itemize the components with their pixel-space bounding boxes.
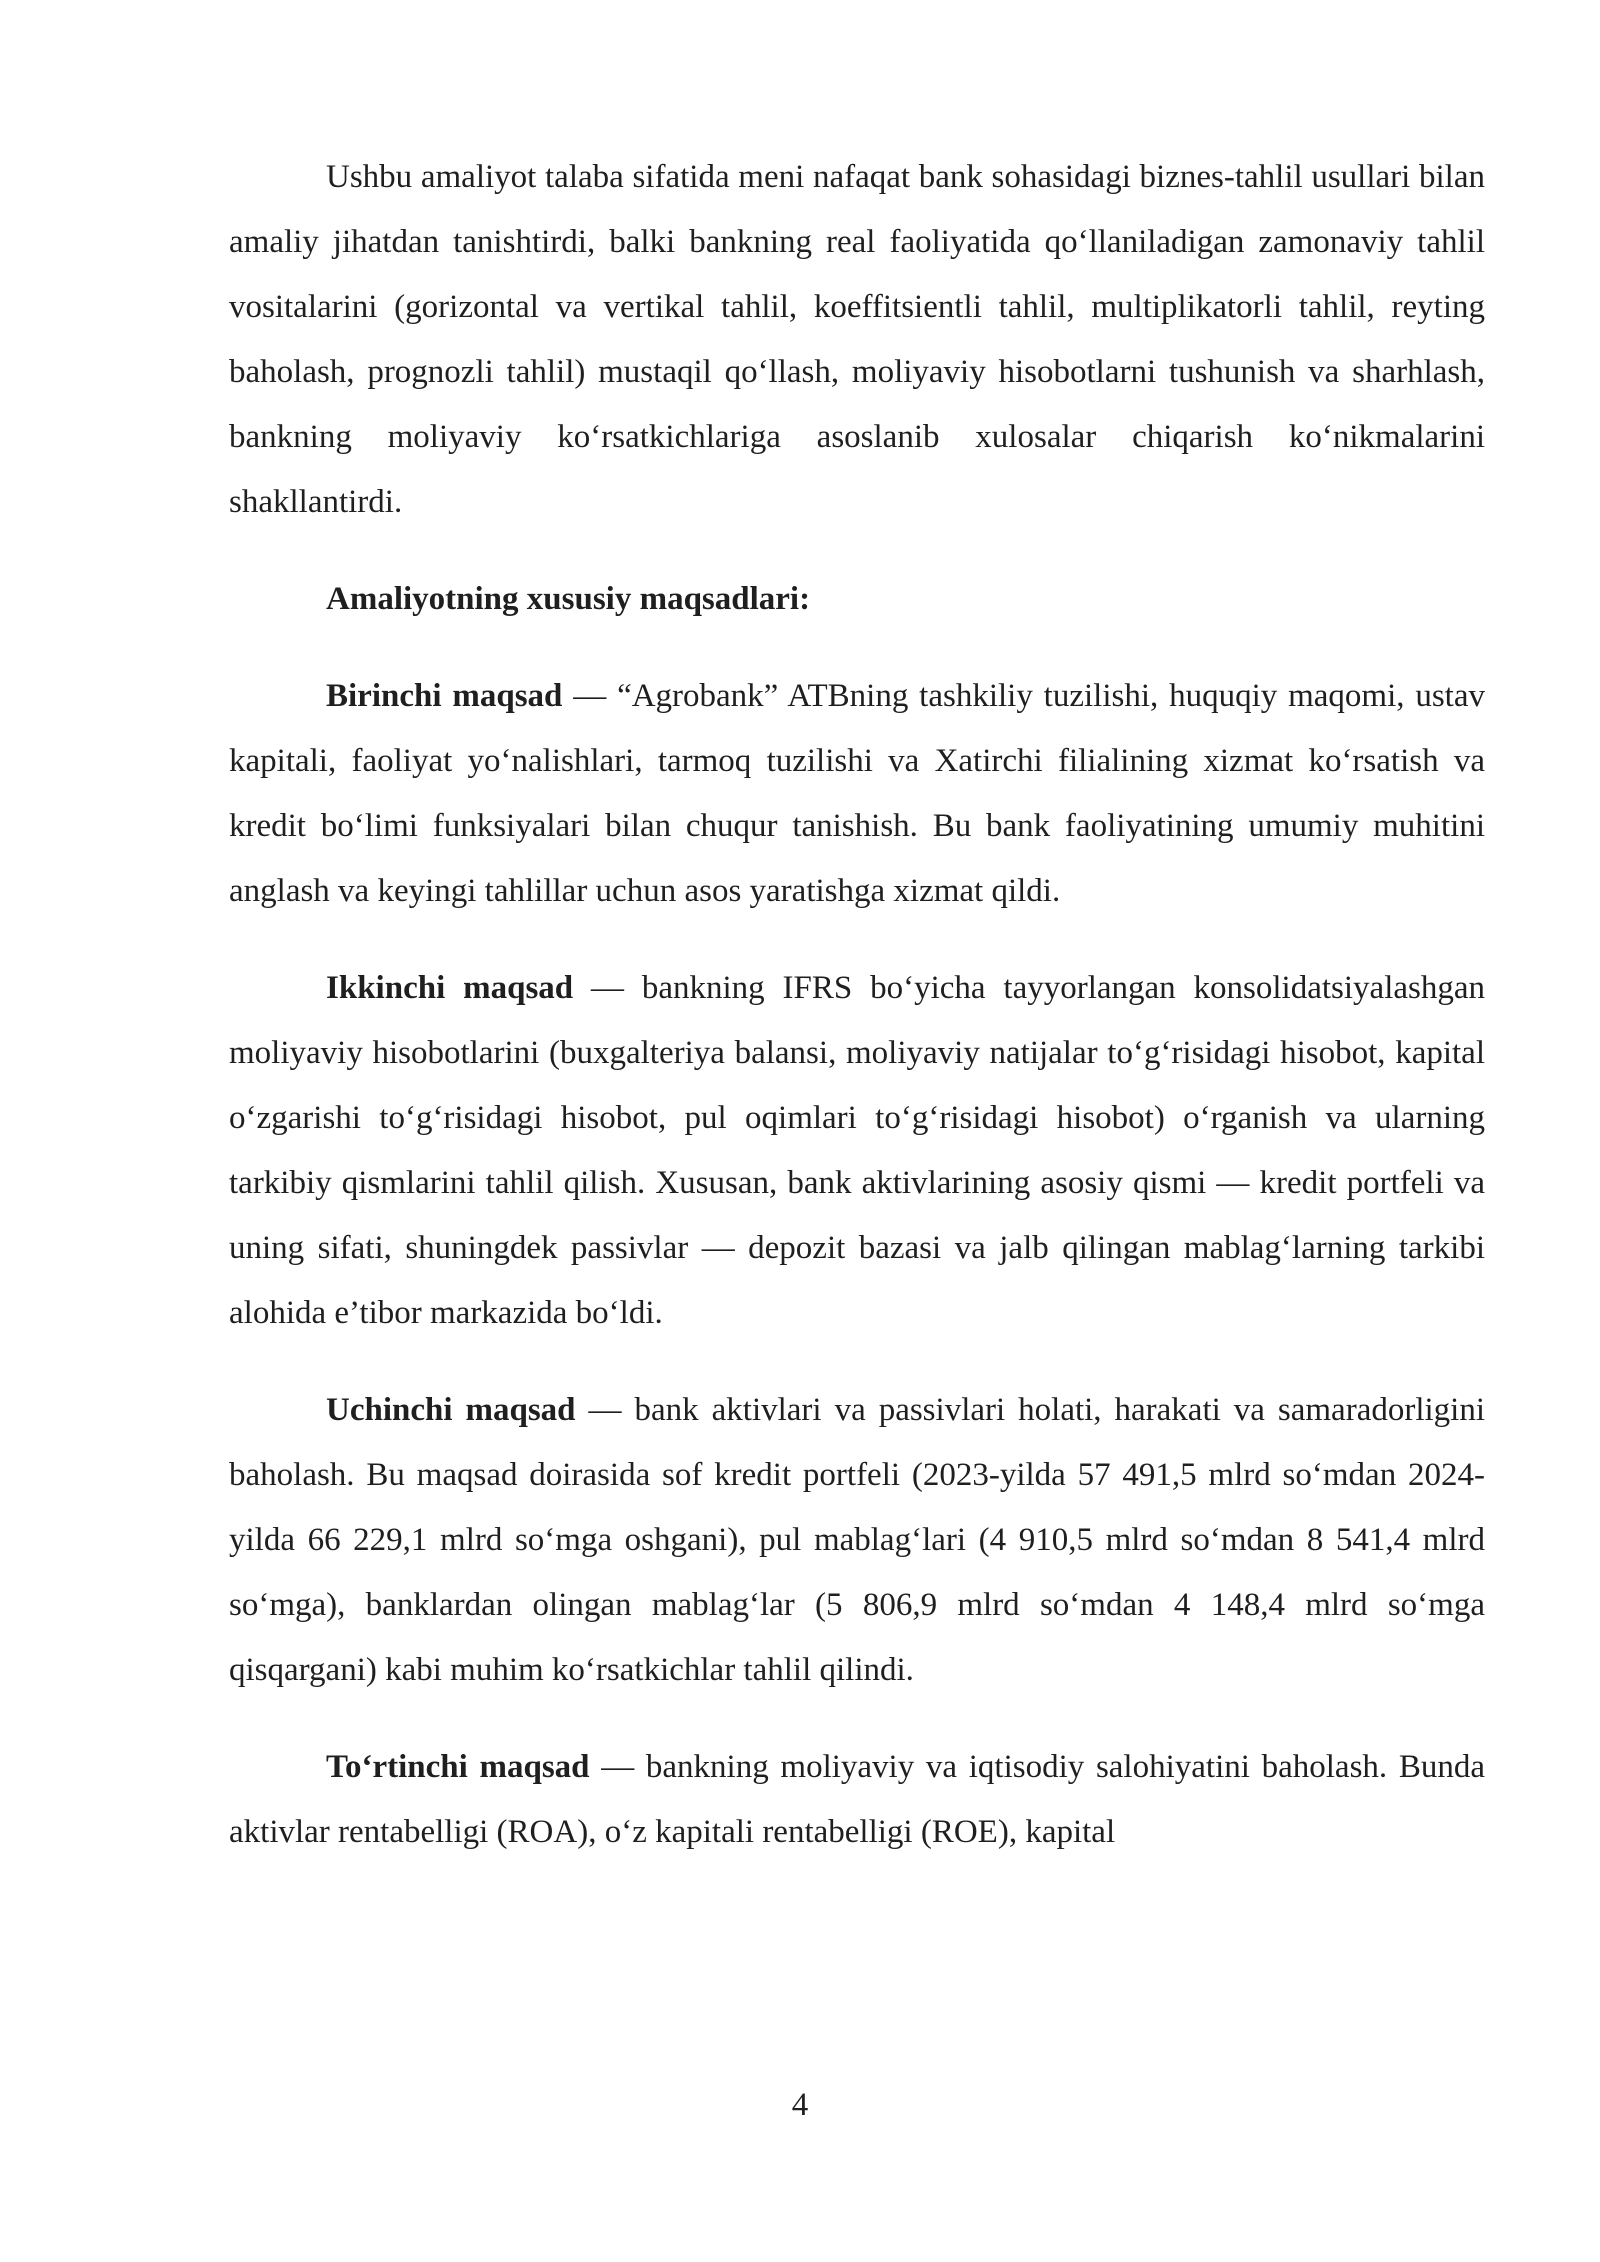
goal-term-3: Uchinchi maqsad <box>326 1392 576 1428</box>
goal-text-2: — bankning IFRS boʻyicha tayyorlangan konsolidatsiyalashgan moliyaviy hisobotlarini (buxgalteriya balansi, moliyaviy natijalar toʻgʻrisidagi hisobot, kapital oʻzgarishi toʻgʻrisidagi hisobot, pul oqimlari toʻgʻrisidagi hisobot) oʻrganish va ularning tarkibiy qismlarini tahlil qilish. Xususan, bank aktivlarining asosiy qismi — kredit portfeli va uning sifati, shuningdek passivlar — depozit bazasi va jalb qilingan mablagʻlarning tarkibi alohida e’tibor markazida boʻldi. <box>229 970 1485 1331</box>
page-number: 4 <box>791 2087 809 2123</box>
goal-text-3: — bank aktivlari va passivlari holati, harakati va samaradorligini baholash. Bu maqsad doirasida sof kredit portfeli (2023-yilda 57 491,5 mlrd soʻmdan 2024-yilda 66 229,1 mlrd soʻmga oshgani), pul mablagʻlari (4 910,5 mlrd soʻmdan 8 541,4 mlrd soʻmga), banklardan olingan mablagʻlar (5 806,9 mlrd soʻmdan 4 148,4 mlrd soʻmga qisqargani) kabi muhim koʻrsatkichlar tahlil qilindi. <box>229 1392 1486 1688</box>
document-body <box>229 145 1485 1865</box>
goal-term-1: Birinchi maqsad <box>326 678 563 714</box>
goal-text-1: — “Agrobank” ATBning tashkiliy tuzilishi, huquqiy maqomi, ustav kapitali, faoliyat yoʻnalishlari, tarmoq tuzilishi va Xatirchi filialining xizmat koʻrsatish va kredit boʻlimi funksiyalari bilan chuqur tanishish. Bu bank faoliyatining umumiy muhitini anglash va keyingi tahlillar uchun asos yaratishga xizmat qildi. <box>229 678 1485 909</box>
goal-paragraph-3 <box>229 1378 1485 1703</box>
goal-paragraph-2 <box>229 956 1485 1346</box>
section-heading: Amaliyotning xususiy maqsadlari: <box>326 581 811 617</box>
goal-paragraph-4 <box>229 1735 1485 1865</box>
goal-term-2: Ikkinchi maqsad <box>326 970 574 1006</box>
goal-paragraph-1 <box>229 664 1485 924</box>
intro-paragraph: Ushbu amaliyot talaba sifatida meni nafaqat bank sohasidagi biznes-tahlil usullari bilan amaliy jihatdan tanishtirdi, balki bankning real faoliyatida qoʻllaniladigan zamonaviy tahlil vositalarini (gorizontal va vertikal tahlil, koeffitsientli tahlil, multiplikatorli tahlil, reyting baholash, prognozli tahlil) mustaqil qoʻllash, moliyaviy hisobotlarni tushunish va sharhlash, bankning moliyaviy koʻrsatkichlariga asoslanib xulosalar chiqarish koʻnikmalarini shakllantirdi. <box>229 159 1485 520</box>
goal-text-4: — bankning moliyaviy va iqtisodiy salohiyatini baholash. Bunda aktivlar rentabelligi (ROA), oʻz kapitali rentabelligi (ROE), kapital <box>229 1749 1485 1850</box>
goal-term-4: Toʻrtinchi maqsad <box>326 1749 590 1785</box>
